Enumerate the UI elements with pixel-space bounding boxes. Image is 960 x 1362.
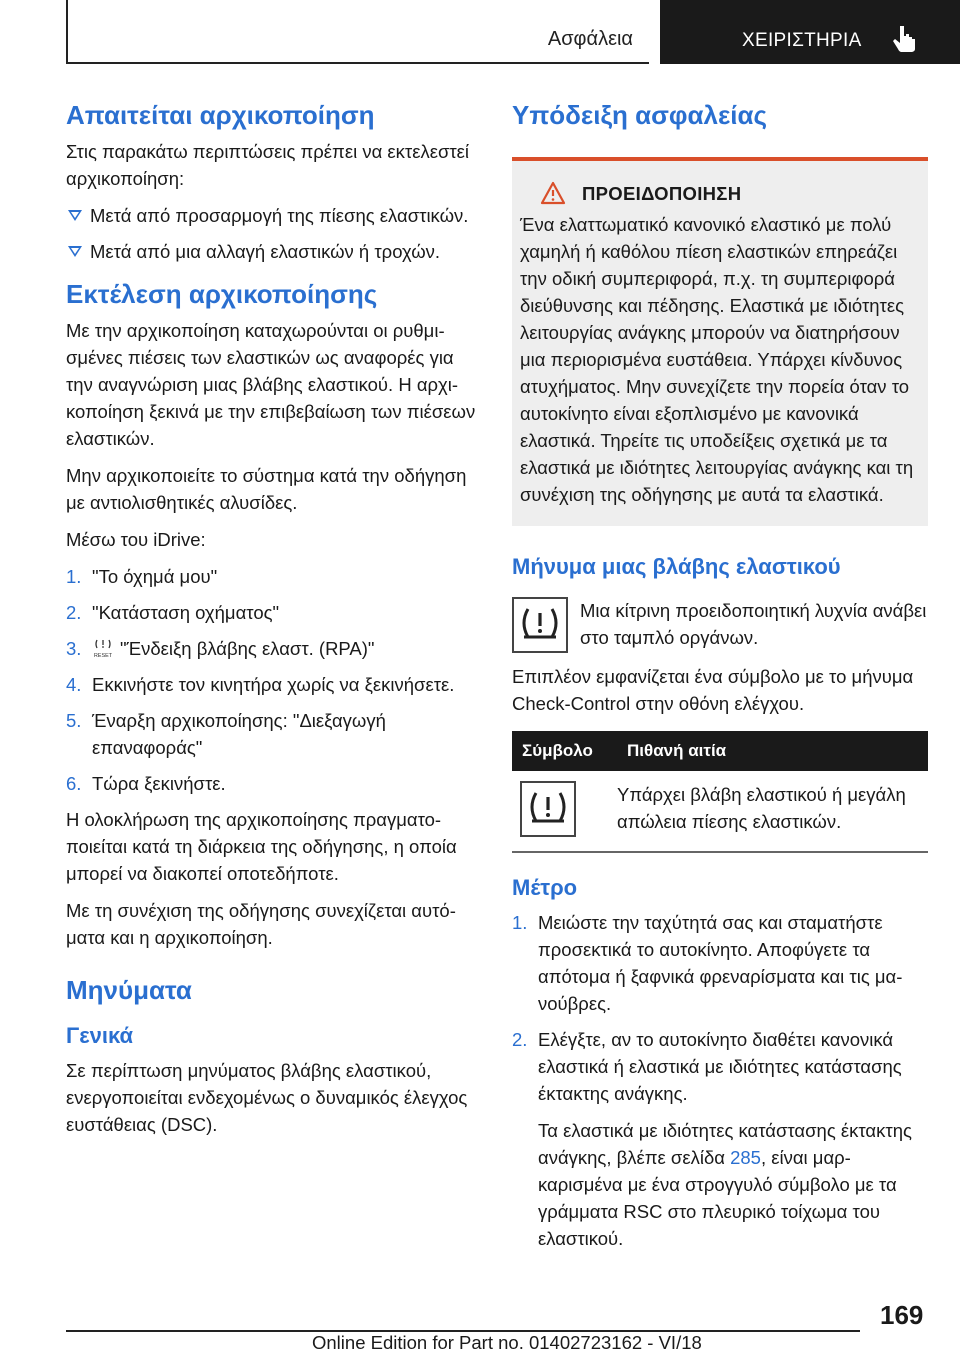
step-text: Τώρα ξεκινήστε. (92, 773, 226, 795)
warning-triangle-icon (540, 181, 566, 205)
header-section-title: Ασφάλεια (547, 28, 633, 50)
list-item (66, 770, 482, 797)
heading-general: Γενικά (66, 1022, 134, 1048)
paragraph: Επιπλέον εμφανίζεται ένα σύμβολο με το μήνυμα Check-Control στην οθόνη ελέγχου. (512, 665, 914, 714)
heading-measure: Μέτρο (512, 874, 578, 900)
paragraph: Σε περίπτωση μηνύματος βλάβης ελαστικού, ενεργοποιείται ενδεχομένως ο δυναμικός έλεγχος ευστάθειας (DSC). (66, 1059, 468, 1135)
list-item (512, 1026, 928, 1252)
table-cell-symbol (512, 771, 617, 852)
table-header-cause: Πιθανή αιτία (617, 731, 928, 771)
page-reference-link[interactable]: 285 (730, 1146, 761, 1168)
footer-edition: Online Edition for Part no. 01402723162 - VI/18 (312, 1332, 702, 1353)
warning-text: Ένα ελαττωματικό κανονικό ελαστικό με πολύ χαμηλή ή καθόλου πίεση ελαστικών επηρεάζει την οδική συμπεριφορά, π.χ. τη συμπεριφορά διεύθυνσης και πέδησης. Ελαστικά με ιδιότητες λειτουργίας ανάγκης μπορούν να διατηρήσουν μια περιορισμένα ευστάθεια. Υπάρχει κίνδυνος ατυχήματος. Μην συνεχίζετε την πορεία όταν το αυτοκίνητο είναι εξοπλισμένο με κανονικά ελαστικά. Τηρείτε τις υποδείξεις σχετικά με τα ελαστικά με ιδιότητες λειτουργίας ανάγκης και τη συνέχιση της οδήγησης με αυτά τα ελαστικά. (520, 214, 914, 506)
header-section-box (66, 0, 649, 64)
step-number: 3. (66, 638, 82, 660)
table-cell-cause: Υπάρχει βλάβη ελαστικού ή μεγάλη απώλεια πίεσης ελαστικών. (617, 771, 928, 852)
triangle-bullet-icon (68, 246, 82, 257)
step-text: Ελέγξτε, αν το αυτοκίνητο διαθέτει κανονικά ελαστικά ή ελαστικά με ιδιότητες κατάστασης έκτακτης ανάγκης. (538, 1028, 902, 1104)
step-text: Εκκινήστε τον κινητήρα χωρίς να ξεκινήσετε. (92, 674, 455, 696)
list-item (66, 238, 482, 265)
triangle-bullet-icon (68, 210, 82, 221)
step-text: "Κατάσταση οχήματος" (92, 602, 280, 624)
heading-tire-damage-message: Μήνυμα μιας βλάβης ελαστικού (512, 554, 841, 580)
step-number: 1. (66, 566, 82, 588)
paragraph: Μην αρχικοποιείτε το σύστημα κατά την οδήγηση με αντιολισθητικές αλυσίδες. (66, 465, 467, 514)
paragraph: Μέσω του iDrive: (66, 529, 206, 551)
right-column (512, 100, 928, 1261)
list-item (66, 563, 482, 590)
page-number: 169 (880, 1300, 924, 1330)
heading-messages: Μηνύματα (66, 975, 192, 1006)
symbol-table (512, 731, 928, 853)
step-number: 2. (66, 602, 82, 624)
step-text: "Το όχημά μου" (92, 566, 218, 588)
paragraph: Με την αρχικοποίηση καταχωρούνται οι ρυθμισμένες πιέσεις των ελαστικών ως αναφορές για την αναγνώριση μιας βλάβης ελαστικού. Η αρχικοποίηση ξεκινά με την επιβεβαίωση των πιέσεων ελαστικών. (66, 320, 476, 450)
rpa-reset-icon (92, 637, 114, 659)
list-item (66, 671, 482, 698)
step-number: 5. (66, 710, 82, 732)
bullet-text: Μετά από μια αλλαγή ελαστικών ή τροχών. (90, 241, 441, 263)
measure-list (512, 909, 928, 1252)
table-header-symbol: Σύμβολο (512, 731, 617, 771)
step-text: Έναρξη αρχικοποίησης: "Διεξαγωγή επαναφοράς" (92, 710, 386, 759)
list-item (66, 707, 482, 761)
svg-text:RESET: RESET (93, 653, 113, 660)
table-row (512, 771, 928, 852)
intro-text: Στις παρακάτω περιπτώσεις πρέπει να εκτελεστεί αρχικοποίηση: (66, 141, 470, 190)
warning-title: ΠΡΟΕΙΔΟΠΟΙΗΣΗ (582, 183, 742, 205)
subparagraph-text: Τα ελαστικά με ιδιότητες κατάστασης έκτακτης ανάγκης, βλέπε σελίδα (538, 1119, 912, 1168)
list-item (512, 909, 928, 1017)
message-row (512, 597, 928, 653)
step-number: 6. (66, 773, 82, 795)
paragraph: Με τη συνέχιση της οδήγησης συνεχίζεται αυτόματα και η αρχικοποίηση. (66, 900, 456, 949)
bullet-list (66, 202, 482, 265)
tpms-warning-icon (520, 781, 576, 837)
step-number: 4. (66, 674, 82, 696)
step-subparagraph (538, 1117, 928, 1252)
step-text: Μειώστε την ταχύτητά σας και σταματήστε προσεκτικά το αυτοκίνητο. Αποφύγετε τα απότομα ή ξαφνικά φρεναρίσματα και τις μανούβρες. (538, 911, 903, 1014)
bullet-text: Μετά από προσαρμογή της πίεσης ελαστικών. (90, 205, 469, 227)
left-column (66, 100, 482, 1148)
paragraph: Η ολοκλήρωση της αρχικοποίησης πραγματοποιείται κατά τη διάρκεια της οδήγησης, η οποία μπορεί να διακοπεί οποτεδήποτε. (66, 809, 457, 885)
message-text: Μια κίτρινη προειδοποιητική λυχνία ανάβει στο ταμπλό οργάνων. (580, 599, 927, 648)
list-item (66, 635, 482, 662)
step-text: "Ένδειξη βλάβης ελαστ. (RPA)" (120, 638, 375, 660)
heading-initialization-required: Απαιτείται αρχικοποίηση (66, 100, 375, 130)
warning-header (520, 183, 920, 205)
step-number: 2. (512, 1028, 528, 1050)
list-item (66, 202, 482, 229)
table-header-row (512, 731, 928, 771)
heading-perform-initialization: Εκτέλεση αρχικοποίησης (66, 279, 378, 310)
step-number: 1. (512, 911, 528, 933)
list-item (66, 599, 482, 626)
hand-pointer-icon (892, 24, 918, 52)
header-chapter-box (660, 0, 960, 64)
tpms-warning-icon (512, 597, 568, 653)
warning-box (512, 157, 928, 526)
subparagraph-text: , είναι μαρκαρισμένα με ένα στρογγυλό σύμβολο με τα γράμματα RSC στο πλευρικό τοίχωμα του ελαστικού. (538, 1146, 897, 1249)
header-chapter-title: ΧΕΙΡΙΣΤΗΡΙΑ (742, 30, 862, 51)
heading-safety-note: Υπόδειξη ασφαλείας (512, 100, 768, 130)
steps-list (66, 563, 482, 797)
